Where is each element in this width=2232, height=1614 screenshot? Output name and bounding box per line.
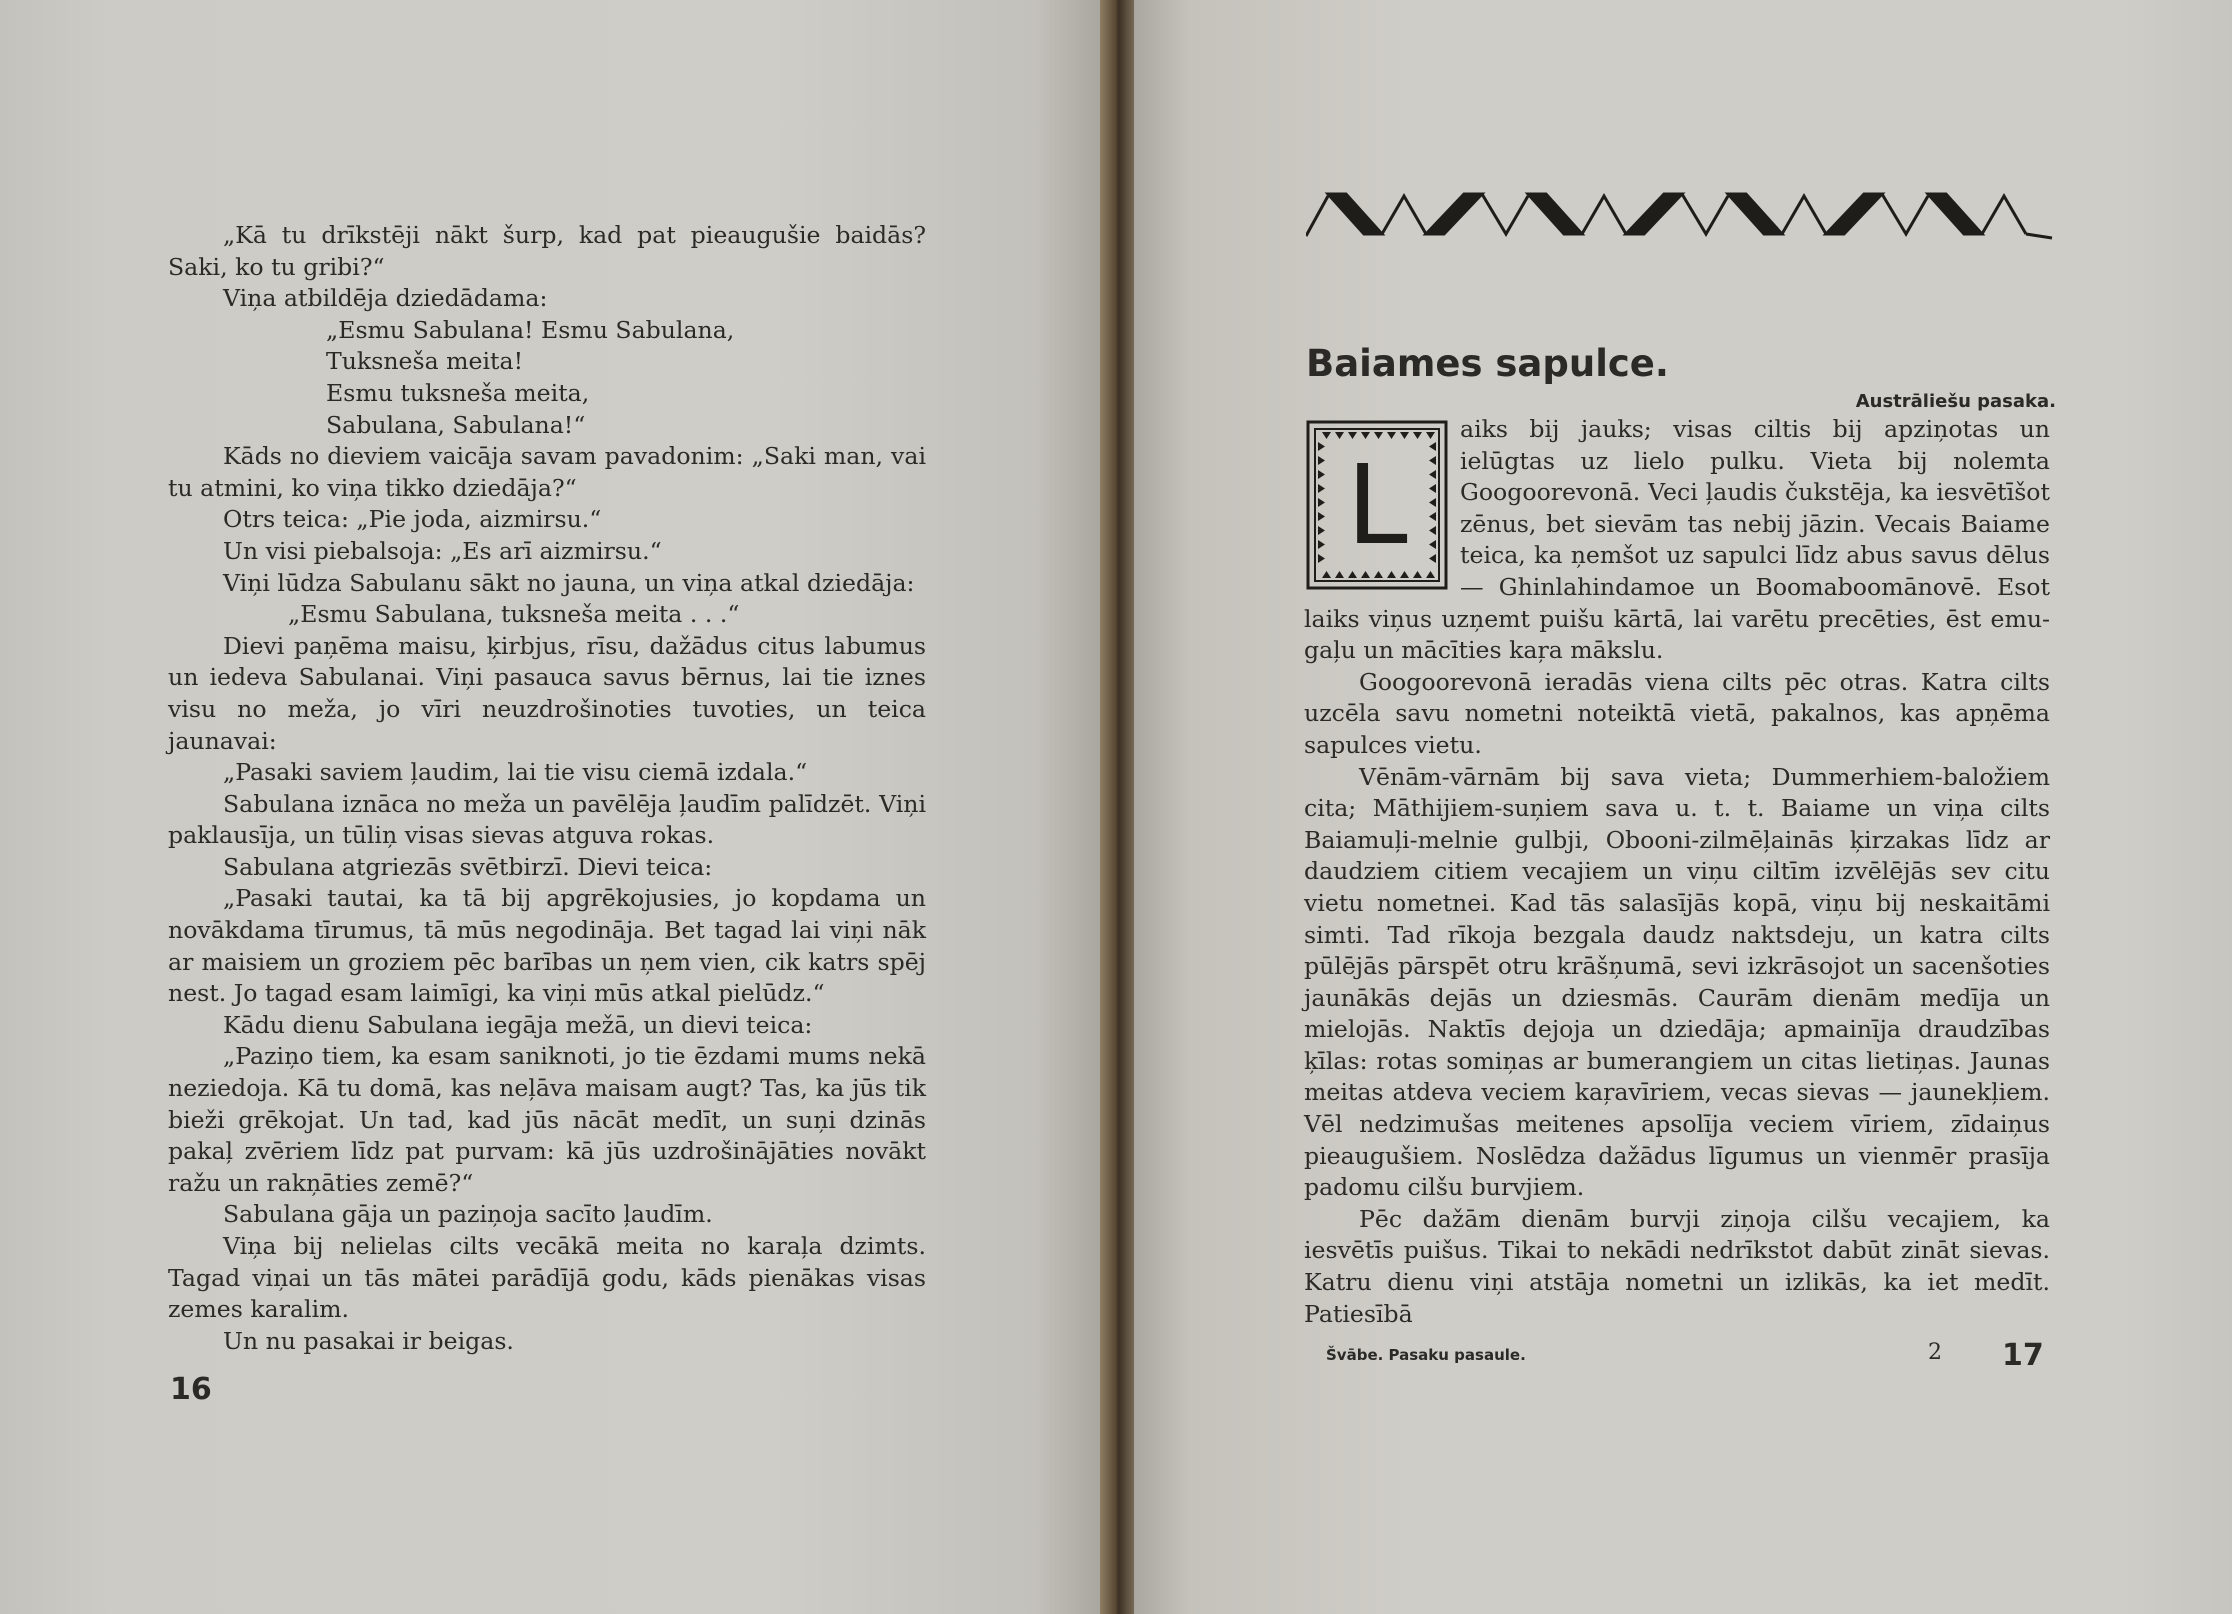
right-page-number: 17 [2002, 1338, 2044, 1373]
paragraph: Pēc dažām dienām burvji ziņoja cilšu vecajiem, ka iesvētīs puišus. Tikai to nekādi nedrīkstot dabūt zināt sievas. Katru dienu viņi atstāja nometni un izlikās, ka iet medīt. Patiesībā [1304, 1204, 2050, 1328]
book-spine [1100, 0, 1134, 1614]
zigzag-ornament [1306, 188, 2054, 240]
paragraph: Googoorevonā ieradās viena cilts pēc otras. Katra cilts uzcēla savu nometni noteiktā vietā, pakalnos, kas apņēma sapulces vietu. [1304, 667, 2050, 759]
signature-number: 2 [1928, 1340, 1942, 1365]
paragraph: Kādu dienu Sabulana iegāja mežā, un dievi teica: [223, 1010, 813, 1039]
paragraph: Un visi piebalsoja: „Es arī aizmirsu.“ [223, 536, 662, 565]
chapter-title: Baiames sapulce. [1306, 342, 1669, 385]
paragraph: Vēnām-vārnām bij sava vieta; Dummerhiem-baložiem cita; Māthijiem-suņiem sava u. t. t. Baiame un viņa cilts Baiamuļi-melnie gulbji, Obooni-zilmēļainās ķirzakas līdz ar daudziem citiem vecajiem un viņu ciltīm izvēlējās sev citu vietu nometnei. Kad tās salasījās kopā, viņu bij neskaitāmi simti. Tad rīkoja bezgala daudz naktsdeju, un katra cilts pūlējās pārspēt otru krāšņumā, sevi izkrāsojot un sacenšoties jaunākās dejās un dziesmās. Caurām dienām medīja un mielojās. Naktīs dejoja un dziedāja; apmainīja draudzības ķīlas: rotas somiņas ar bumerangiem un citas lietiņas. Jaunas meitas atdeva veciem kaŗavīriem, vecas sievas — jaunekļiem. Vēl nedzimušas meitenes apsolīja veciem vīriem, zīdaiņus pieaugušiem. Noslēdza dažādus līgumus un vienmēr prasīja padomu cilšu burvjiem. [1304, 762, 2050, 1202]
first-paragraph-text: aiks bij jauks; visas ciltis bij apziņotas un ielūgtas uz lielo pulku. Vieta bij nolemta Googoorevonā. Veci ļaudis čukstēja, ka iesvētīšot zēnus, bet sievām tas nebij jāzin. Vecais Baiame teica, ka ņemšot uz sapulci līdz abus savus dēlus — Ghinlahindamoe un Boomaboomānovē. Esot laiks viņus uzņemt puišu kārtā, lai varētu precēties, ēst emu-gaļu un mācīties kaŗa mākslu. [1304, 415, 2050, 665]
left-page-text [168, 220, 926, 1357]
footer-author-title: Švābe. Pasaku pasaule. [1326, 1346, 1526, 1364]
paragraph: „Pasaki saviem ļaudim, lai tie visu ciemā izdala.“ [223, 758, 808, 787]
verse-line: „Esmu Sabulana, tuksneša meita . . .“ [288, 600, 740, 629]
verse-line: Sabulana, Sabulana!“ [326, 410, 586, 439]
paragraph: „Pasaki tautai, ka tā bij apgrēkojusies, jo kopdama un novākdama tīrumus, tā mūs negodināja. Bet tagad lai viņi nāk ar maisiem un groziem pēc barības un ņem vien, cik katrs spēj nest. Jo tagad esam laimīgi, ka viņi mūs atkal pielūdz.“ [168, 884, 926, 1008]
chapter-subtitle: Austrāliešu pasaka. [1855, 391, 2056, 412]
paragraph: Dievi paņēma maisu, ķirbjus, rīsu, dažādus citus labumus un iedeva Sabulanai. Viņi pasauca savus bērnus, lai tie iznes visu no meža, jo vīri neuzdrošinoties tuvoties, un teica jaunavai: [168, 631, 926, 755]
left-page [0, 0, 1100, 1614]
paragraph: Kāds no dieviem vaicāja savam pavadonim: „Saki man, vai tu atmini, ko viņa tikko dziedāja?“ [168, 442, 926, 502]
paragraph: „Paziņo tiem, ka esam saniknoti, jo tie ēzdami mums nekā neziedoja. Kā tu domā, kas neļāva maisam augt? Tas, ka jūs tik bieži grēkojat. Un tad, kad jūs nācāt medīt, un suņi dzinās pakaļ zvēriem līdz pat purvam: kā jūs uzdrošinājāties novākt ražu un rakņāties zemē?“ [168, 1042, 926, 1197]
paragraph: Un nu pasakai ir beigas. [223, 1326, 514, 1355]
verse-line: Tuksneša meita! [326, 347, 524, 376]
left-page-number: 16 [170, 1372, 212, 1407]
paragraph: Viņi lūdza Sabulanu sākt no jauna, un viņa atkal dziedāja: [223, 568, 915, 597]
verse-line: Esmu tuksneša meita, [326, 378, 590, 407]
paragraph: Viņa bij nelielas cilts vecākā meita no karaļa dzimts. Tagad viņai un tās mātei parādījā godu, kāds pienākas visas zemes karalim. [168, 1232, 926, 1324]
paragraph: Sabulana atgriezās svētbirzī. Dievi teica: [223, 852, 713, 881]
right-page-text [1304, 414, 2050, 1330]
drop-cap [1306, 420, 1448, 590]
paragraph: „Kā tu drīkstēji nākt šurp, kad pat pieaugušie baidās? Saki, ko tu gribi?“ [168, 221, 926, 281]
paragraph: Sabulana gāja un paziņoja sacīto ļaudīm. [223, 1200, 713, 1229]
drop-cap-letter: L [1346, 441, 1408, 569]
first-paragraph [1304, 414, 2050, 667]
verse-line: „Esmu Sabulana! Esmu Sabulana, [326, 315, 735, 344]
paragraph: Viņa atbildēja dziedādama: [223, 284, 548, 313]
paragraph: Sabulana iznāca no meža un pavēlēja ļaudīm palīdzēt. Viņi paklausīja, un tūliņ visas sievas atguva rokas. [168, 789, 926, 850]
paragraph: Otrs teica: „Pie joda, aizmirsu.“ [223, 505, 602, 534]
